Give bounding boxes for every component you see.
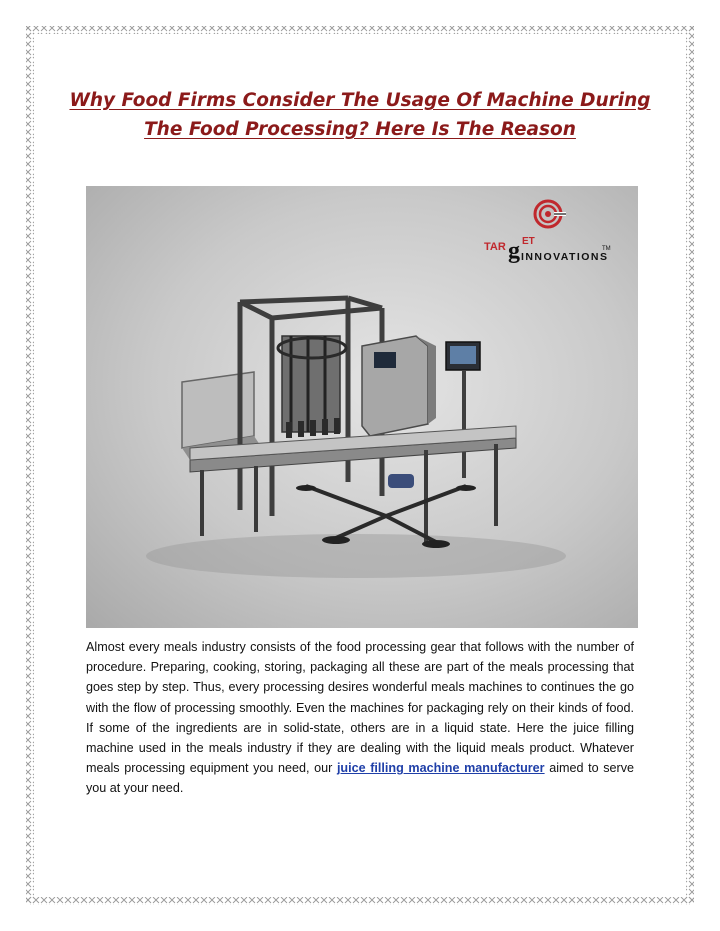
machine-image [86, 186, 638, 628]
article-title: Why Food Firms Consider The Usage Of Machine During The Food Processing? Here Is The Reason [69, 90, 651, 140]
juice-filling-machine-link[interactable]: juice filling machine manufacturer [336, 761, 545, 776]
target-innovations-logo [484, 198, 614, 268]
logo-text-tar: TAR [484, 241, 506, 253]
article-body [86, 637, 634, 799]
logo-text-innovations: INNOVATIONS [521, 251, 607, 263]
target-logo-mark [484, 198, 614, 268]
logo-text-tm: TM [602, 246, 611, 252]
body-text-after-link: aimed to serve you at your need. [86, 761, 634, 796]
body-text-before-link: Almost every meals industry consists of the food processing gear that follows with the number of procedure. Preparing, cooking, storing, packaging all these are part of the meals processing that goes step by step. Thus, every processing desires wonderful meals machines to continues the go with the flow of processing smoothly. Even the machines for packaging rely on their kinds of food. If some of the ingredients are in solid-state, others are in a liquid state. Here the juice filling machine used in the meals industry if they are dealing with the liquid meals product. Whatever meals processing equipment you need, our [86, 640, 634, 776]
logo-text-et: ET [522, 236, 535, 247]
logo-text-g: g [508, 238, 520, 264]
